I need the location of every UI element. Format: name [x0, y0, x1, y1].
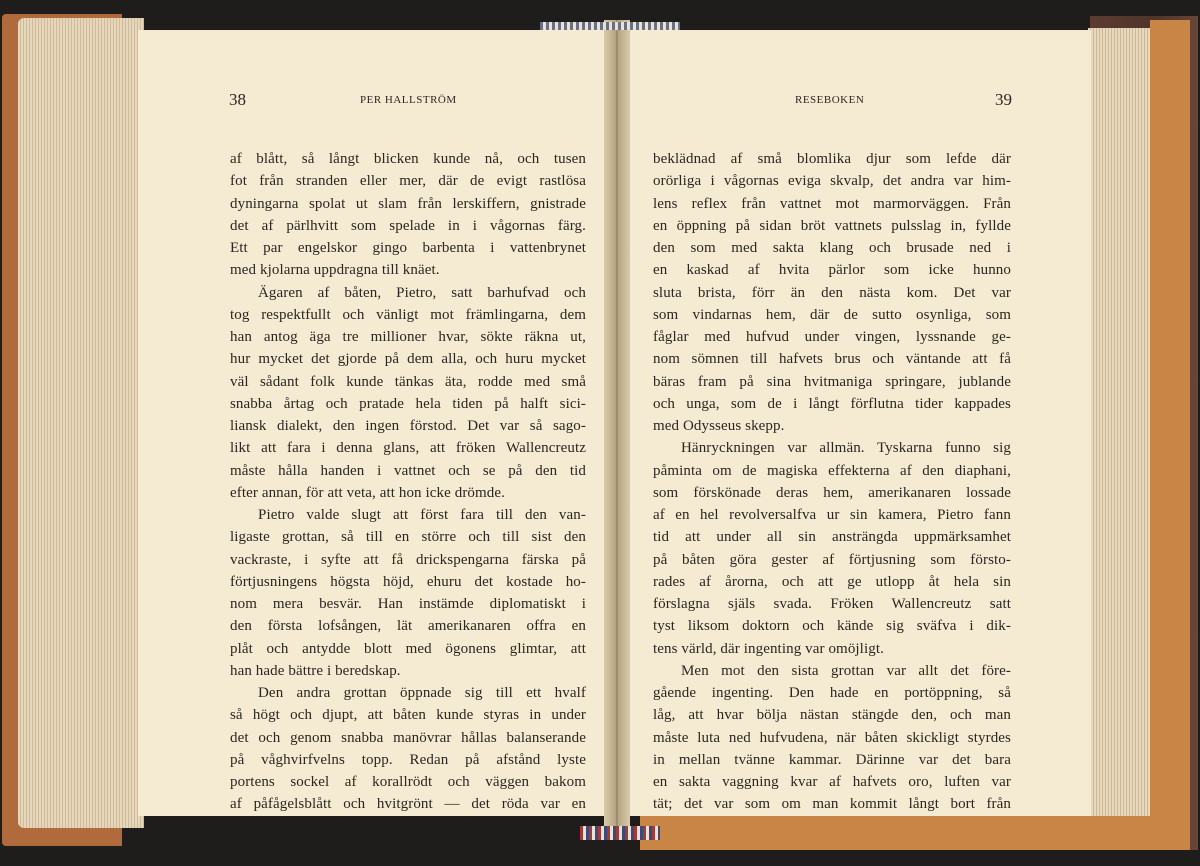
text-line: han hade bättre i beredskap. — [230, 662, 401, 679]
book-gutter — [604, 20, 630, 830]
text-line: och unga, som de i långt förflutna tider kappades — [653, 395, 1011, 412]
left-page-text — [230, 148, 586, 816]
text-line: plåt och antydde blott med ögonens glimtar, att — [230, 640, 586, 657]
text-line: tyst liksom doktorn och kände sig sväfva i dik- — [653, 618, 1011, 635]
text-line: måste luta ned hufvudena, när båten skickligt styrdes — [653, 729, 1011, 746]
text-line: beklädnad af små blomlika djur som lefde där — [653, 151, 1011, 167]
text-line: likt att fara i denna glans, att fröken Wallencreutz — [230, 440, 586, 457]
text-line: en kaskad af hvita pärlor som icke hunno — [653, 262, 1011, 279]
text-line: Pietro valde slugt att först fara till den van- — [258, 507, 586, 523]
text-line: det af pärlhvitt som spelade in i vågornas färg. — [230, 217, 586, 234]
text-line: af blått, så långt blicken kunde nå, och tusen — [230, 151, 586, 167]
text-line: en öppning på sidan bröt vattnets pulsslag in, fyllde — [653, 217, 1011, 234]
right-page-header — [621, 90, 1091, 116]
text-line: ligaste grottan, så till en större och till sist den — [230, 529, 586, 546]
text-line: fåglar med hufvud under vingen, lyssnande ge- — [653, 329, 1011, 345]
text-line: förtjusningens högsta höjd, ehuru det kostade ho- — [230, 573, 586, 590]
text-line: med kjolarna uppdragna till knäet. — [230, 262, 440, 279]
text-line: vackraste, i syfte att få drickspengarna färska på — [230, 551, 586, 568]
text-line: fot från stranden eller mer, där de evigt rastlösa — [230, 173, 586, 190]
text-line: rades af årorna, och att ge utlopp åt hela sin — [653, 573, 1011, 590]
page-stack-left — [18, 18, 144, 828]
text-line: liansk dialekt, den ingen förstod. Det var så sago- — [230, 418, 586, 434]
text-line: påminta om de magiska effekterna af den diaphani, — [653, 462, 1011, 479]
text-line: på våghvirfvelns topp. Redan på afstånd lyste — [230, 751, 586, 768]
text-line: som förskönade deras hem, amerikanaren lossade — [653, 484, 1011, 501]
text-line: Men mot den sista grottan var allt det före- — [681, 662, 1011, 679]
text-line: han antog äga tre millioner hvar, sökte räkna ut, — [230, 329, 586, 345]
text-line: in mellan tvänne kammar. Därinne var det bara — [653, 751, 1011, 768]
text-line: tid att under all sin ansträngda uppmärksamhet — [653, 529, 1011, 546]
text-line: hur mycket det gjorde på dem alla, och huru mycket — [230, 351, 586, 368]
left-page — [138, 30, 615, 816]
text-line: af påfågelsblått och hvitgrönt — det röda var en — [230, 796, 586, 813]
right-page-text — [653, 148, 1011, 816]
text-line: tät; det var som om man kommit långt bort från — [653, 796, 1011, 813]
text-line: med Odysseus skepp. — [653, 418, 785, 434]
text-line: väl sådant folk kunde tänkas äta, rodde med små — [230, 373, 586, 390]
page-number: 38 — [229, 90, 246, 109]
text-line: Hänryckningen var allmän. Tyskarna funno sig — [681, 440, 1011, 457]
text-line: måste hålla handen i vattnet och se på den tid — [230, 462, 586, 479]
book-cover-edge — [1150, 20, 1190, 850]
text-line: tog respektfullt och vänligt mot främlingarna, dem — [230, 306, 586, 323]
text-line: den första lofsången, lät amerikanaren offra en — [230, 618, 586, 635]
text-line: den som med sakta klang och brusade ned i — [653, 240, 1011, 256]
text-line: snabba årtag och pratade hela tiden på halft sici- — [230, 395, 586, 412]
running-head: RESEBOKEN — [795, 94, 865, 106]
text-line: efter annan, för att veta, att hon icke drömde. — [230, 484, 505, 501]
right-page — [620, 30, 1091, 816]
text-line: portens sockel af korallrödt och väggen bakom — [230, 774, 586, 790]
text-line: som vindarnas hem, där de sutto osynliga, som — [653, 306, 1011, 323]
text-line: Ett par engelskor gingo barbenta i vattenbrynet — [230, 240, 586, 256]
text-line: låg, att hvar bölja nästan stängde den, och man — [653, 707, 1011, 724]
left-page-header — [138, 90, 614, 116]
text-line: dyningarna spolat ut slam från lerskiffern, gnistrade — [230, 195, 586, 212]
text-line: på båten göra gester af förtjusning som försto- — [653, 551, 1011, 568]
text-line: bäras fram på sina hvitmaniga springare, jublande — [653, 373, 1011, 390]
text-line: Den andra grottan öppnade sig till ett hvalf — [258, 685, 586, 701]
text-line: så högt och djupt, att båten kunde styras in under — [230, 707, 586, 724]
page-number: 39 — [995, 90, 1012, 109]
text-line: det och genom snabba manövrar hållas balanserande — [230, 729, 586, 746]
text-line: tens värld, där ingenting var omöjligt. — [653, 640, 884, 657]
text-line: förslagna själs svada. Fröken Wallencreutz satt — [653, 596, 1011, 612]
text-line: nom sömnen till hafvets brus och väntande att få — [653, 351, 1011, 368]
text-line: en sakta vaggning kvar af hafvets oro, luften var — [653, 774, 1011, 790]
text-line: lens reflex från vattnet mot marmorväggen. Från — [653, 195, 1011, 212]
text-line: sluta brista, förr än den nästa kom. Det var — [653, 284, 1011, 301]
headband-bottom — [580, 826, 660, 840]
text-line: af en hel revolversalfva ur sin kamera, Pietro fann — [653, 507, 1011, 523]
text-line: orörliga i vågornas eviga skvalp, det andra var him- — [653, 173, 1011, 190]
book-cover-bottom — [640, 810, 1160, 850]
text-line: nom mera besvär. Han instämde diplomatiskt i — [230, 596, 586, 612]
running-head: PER HALLSTRÖM — [360, 94, 457, 106]
text-line: Ägaren af båten, Pietro, satt barhufvad och — [258, 284, 586, 301]
text-line: gående ingenting. Den hade en portöppning, så — [653, 685, 1011, 701]
page-stack-right — [1088, 28, 1150, 816]
headband-top — [540, 22, 680, 30]
